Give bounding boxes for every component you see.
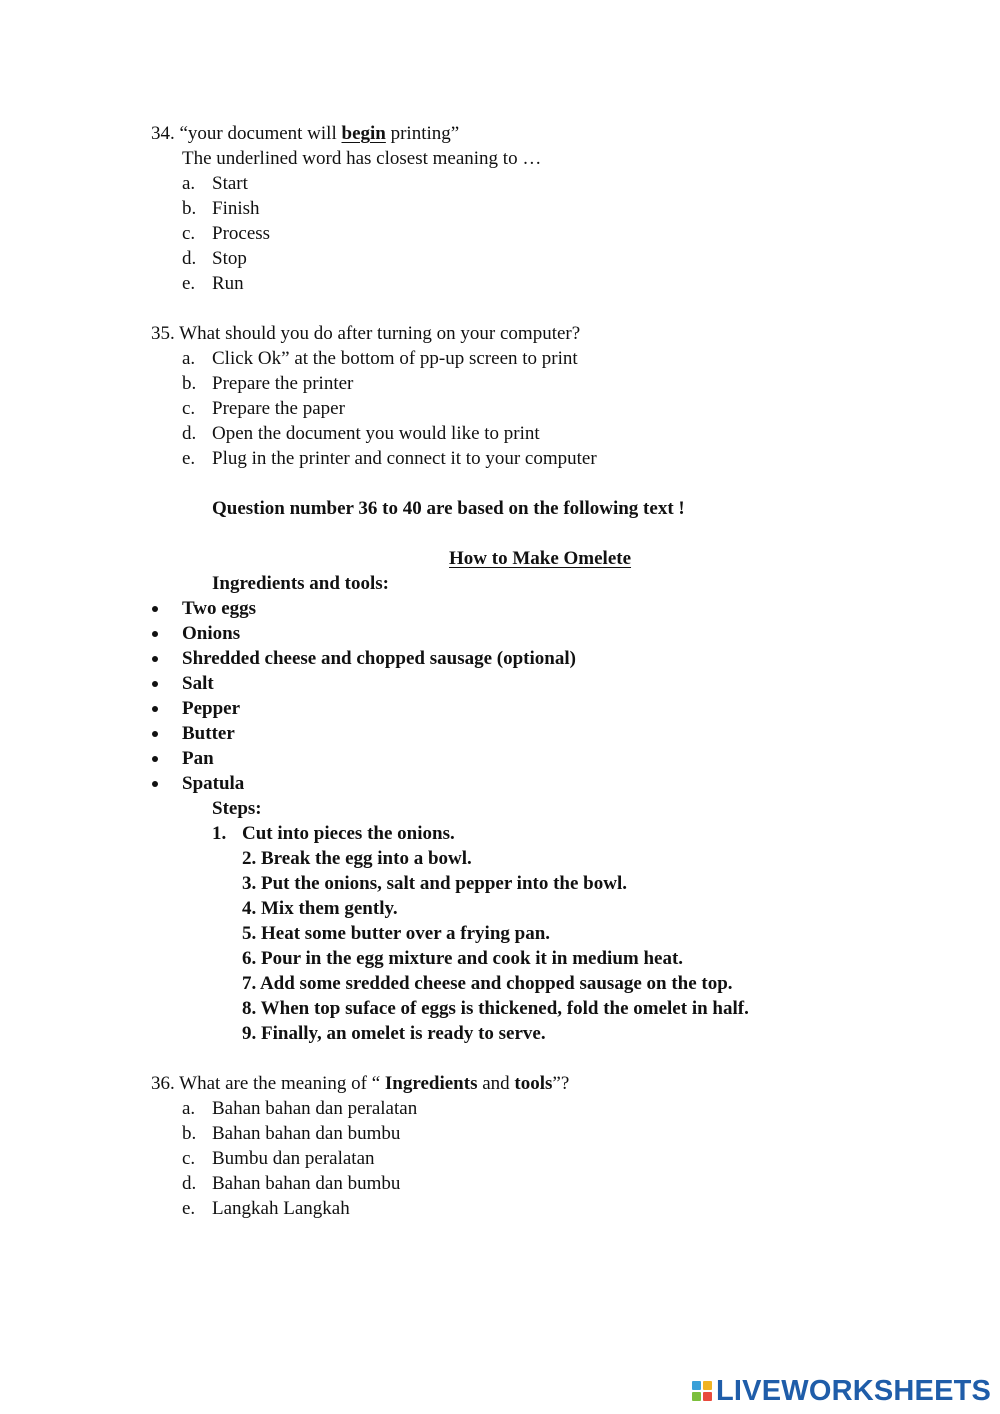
- step-item: 2. Break the egg into a bowl.: [242, 848, 472, 869]
- text-title: How to Make Omelete: [449, 548, 632, 569]
- bullet-icon: [152, 731, 158, 737]
- liveworksheets-logo[interactable]: [692, 1374, 991, 1408]
- logo-square-icon: [703, 1381, 712, 1390]
- q34-option-d-letter: d.: [182, 248, 197, 269]
- step-item: 8. When top suface of eggs is thickened, fold the omelet in half.: [242, 998, 749, 1019]
- q34-option-b-letter: b.: [182, 198, 197, 219]
- q35-option-a-letter: a.: [182, 348, 196, 369]
- q35-option-b[interactable]: Prepare the printer: [212, 373, 354, 394]
- logo-grid-icon: [692, 1381, 712, 1401]
- q35-stem: [151, 321, 580, 346]
- q34-option-e-letter: e.: [182, 273, 196, 294]
- logo-square-icon: [692, 1381, 701, 1390]
- q36-option-a-letter: a.: [182, 1098, 196, 1119]
- ingredient-item: Spatula: [182, 773, 245, 794]
- q36-number: 36.: [151, 1073, 175, 1094]
- ingredient-item: Shredded cheese and chopped sausage (optional): [182, 648, 576, 669]
- step-1-number: 1.: [212, 823, 227, 844]
- q34-option-a-letter: a.: [182, 173, 196, 194]
- ingredient-item: Onions: [182, 623, 241, 644]
- q36-term-ingredients: Ingredients: [384, 1073, 478, 1094]
- q36-stem-pre: What are the meaning of “: [179, 1073, 385, 1094]
- q34-option-c[interactable]: Process: [212, 223, 271, 244]
- q34-option-d[interactable]: Stop: [212, 248, 247, 269]
- ingredient-item: Pan: [182, 748, 214, 769]
- ingredient-item: Butter: [182, 723, 235, 744]
- q36-option-b-letter: b.: [182, 1123, 197, 1144]
- reading-instruction: Question number 36 to 40 are based on the following text !: [212, 498, 685, 519]
- q34-stem-pre: “your document will: [179, 123, 342, 144]
- q35-option-d-letter: d.: [182, 423, 197, 444]
- ingredients-heading: Ingredients and tools:: [212, 573, 390, 594]
- step-item: 4. Mix them gently.: [242, 898, 398, 919]
- step-item: 7. Add some sredded cheese and chopped sausage on the top.: [242, 973, 733, 994]
- q36-option-a[interactable]: Bahan bahan dan peralatan: [212, 1098, 418, 1119]
- logo-square-icon: [692, 1392, 701, 1401]
- bullet-icon: [152, 631, 158, 637]
- q35-option-c[interactable]: Prepare the paper: [212, 398, 345, 419]
- bullet-icon: [152, 606, 158, 612]
- q35-option-b-letter: b.: [182, 373, 197, 394]
- q35-number: 35.: [151, 323, 175, 344]
- q36-option-e[interactable]: Langkah Langkah: [212, 1198, 350, 1219]
- q35-option-d[interactable]: Open the document you would like to print: [212, 423, 540, 444]
- q36-option-d-letter: d.: [182, 1173, 197, 1194]
- q36-option-b[interactable]: Bahan bahan dan bumbu: [212, 1123, 401, 1144]
- q34-option-b[interactable]: Finish: [212, 198, 260, 219]
- q34-stem: [151, 121, 459, 146]
- q36-option-c[interactable]: Bumbu dan peralatan: [212, 1148, 375, 1169]
- q34-stem-post: printing”: [385, 123, 460, 144]
- ingredient-item: Pepper: [182, 698, 241, 719]
- step-1: Cut into pieces the onions.: [242, 823, 455, 844]
- q35-stem-text: What should you do after turning on your computer?: [179, 323, 581, 344]
- step-item: 3. Put the onions, salt and pepper into the bowl.: [242, 873, 627, 894]
- q34-option-c-letter: c.: [182, 223, 196, 244]
- step-item: 6. Pour in the egg mixture and cook it in medium heat.: [242, 948, 684, 969]
- q35-option-e[interactable]: Plug in the printer and connect it to your computer: [212, 448, 597, 469]
- q36-stem-mid: and: [477, 1073, 515, 1094]
- q36-term-tools: tools: [514, 1073, 553, 1094]
- q36-option-e-letter: e.: [182, 1198, 196, 1219]
- ingredient-item: Salt: [182, 673, 214, 694]
- bullet-icon: [152, 706, 158, 712]
- steps-heading: Steps:: [212, 798, 262, 819]
- q35-option-a[interactable]: Click Ok” at the bottom of pp-up screen to print: [212, 348, 578, 369]
- q34-prompt: The underlined word has closest meaning to …: [182, 148, 542, 169]
- q34-underlined-word: begin: [341, 123, 386, 144]
- q36-stem-post: ”?: [552, 1073, 570, 1094]
- q36-stem: [151, 1071, 569, 1096]
- q35-option-c-letter: c.: [182, 398, 196, 419]
- q36-option-d[interactable]: Bahan bahan dan bumbu: [212, 1173, 401, 1194]
- q35-option-e-letter: e.: [182, 448, 196, 469]
- ingredient-item: Two eggs: [182, 598, 257, 619]
- q34-option-a[interactable]: Start: [212, 173, 248, 194]
- bullet-icon: [152, 781, 158, 787]
- bullet-icon: [152, 681, 158, 687]
- step-item: 9. Finally, an omelet is ready to serve.: [242, 1023, 546, 1044]
- q34-number: 34.: [151, 123, 175, 144]
- bullet-icon: [152, 656, 158, 662]
- logo-text: LIVEWORKSHEETS: [716, 1374, 992, 1407]
- step-item: 5. Heat some butter over a frying pan.: [242, 923, 551, 944]
- q34-option-e[interactable]: Run: [212, 273, 244, 294]
- q36-option-c-letter: c.: [182, 1148, 196, 1169]
- logo-square-icon: [703, 1392, 712, 1401]
- bullet-icon: [152, 756, 158, 762]
